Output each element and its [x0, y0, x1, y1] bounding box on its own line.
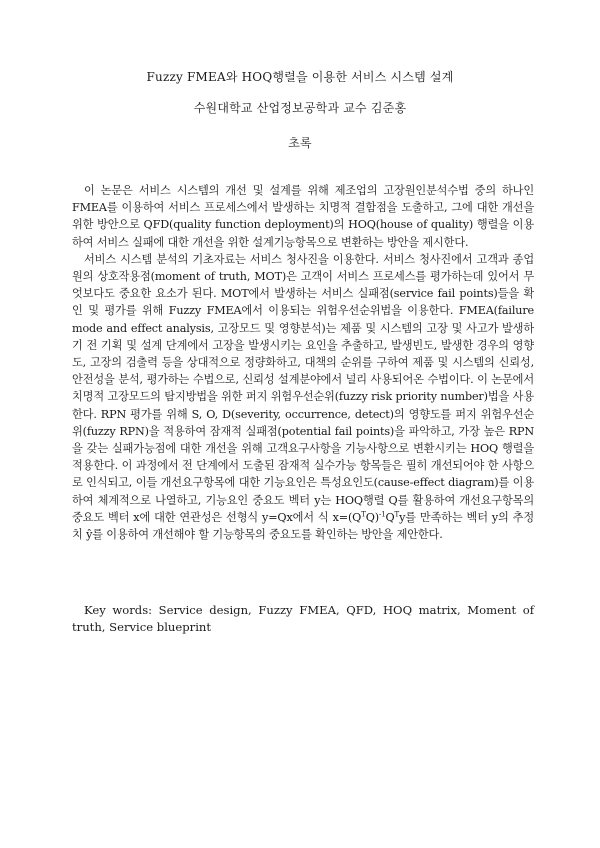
abstract-paragraph-1: 이 논문은 서비스 시스템의 개선 및 설계를 위해 제조업의 고장원인분석수법 중의 하나인 FMEA를 이용하여 서비스 프로세스에서 발생하는 치명적 결함점을 도출하고, 그에 대한 개선을 위한 방안으로 QFD(quality function deployment)의 HOQ(house of quality) 행렬을 이용하여 서비스 실패에 대한 개선을 위한 설계기능항목으로 변환하는 방안을 제시한다.: [72, 184, 534, 249]
transpose-superscript: T: [394, 510, 400, 519]
keywords: Key words: Service design, Fuzzy FMEA, QFD, HOQ matrix, Moment of truth, Service blueprint: [72, 603, 534, 634]
formula-text: Q: [385, 510, 395, 524]
abstract-paragraph-2-ending: y를 만족하는 벡터 y의 추정치 ŷ를 이용하여 개선해야 할 기능항목의 중요도를 확인하는 방안을 제안한다.: [72, 510, 534, 542]
transpose-superscript: T: [361, 510, 366, 519]
abstract-paragraph-2: [72, 251, 534, 543]
paper-title: Fuzzy FMEA와 HOQ행렬을 이용한 서비스 시스템 설계: [146, 70, 454, 84]
author-affiliation: 수원대학교 산업정보공학과 교수 김준홍: [193, 101, 407, 115]
formula-text: Q): [365, 510, 379, 524]
abstract-heading: 초록: [288, 136, 312, 150]
abstract-paragraph-2-text: 서비스 시스템 분석의 기초자료는 서비스 청사진을 이용한다. 서비스 청사진에서 고객과 종업원의 상호작용점(moment of truth, MOT)은 고객이 서비스 프로세스를 평가하는데 있어서 무엇보다도 중요한 요소가 된다. MOT에서 발생하는 서비스 실패점(service fail points)들을 확인 및 평가를 위해 Fuzzy FMEA에서 이용되는 위험우선순위법을 이용한다. FMEA(failure mode and effect analysis, 고장모드 및 영향분석)는 제품 및 시스템의 고장 및 사고가 발생하기 전 기획 및 설계 단계에서 고장을 발생시키는 요인을 추출하고, 발생빈도, 발생한 경우의 영향도, 고장의 검출력 등을 상대적으로 정량화하고, 대책의 순위를 구하여 제품 및 시스템의 신뢰성, 안전성을 분석, 평가하는 수법으로, 신뢰성 설계분야에서 널리 사용되어온 수법이다. 이 논문에서 치명적 고장모드의 탐지방법을 위한 퍼지 위험우선순위(fuzzy risk priority number)법을 사용한다. RPN 평가를 위해 S, O, D(severity, occurrence, detect)의 영향도를 퍼지 위험우선순위(fuzzy RPN)을 적용하여 잠재적 실패점(potential fail points)을 파악하고, 가장 높은 RPN을 갖는 실패가능점에 대한 개선을 위해 고객요구사항을 기능사항으로 변환시키는 HOQ 행렬을 적용한다. 이 과정에서 전 단계에서 도출된 잠재적 실수가능 항목들은 필히 개선되어야 한 사항으로 인식되고, 이들 개선요구항목에 대한 기능요인은 특성요인도(cause-effect diagram)를 이용하여 체계적으로 나열하고, 기능요인 중요도 벡터 y는 HOQ행렬 Q를 활용하여 개선요구항목의 중요도 벡터 x에 대한 연관성은 선형식 y=Qx에서 식 x=(Q: [72, 252, 534, 524]
abstract-body: [72, 182, 534, 543]
inverse-superscript: -1: [378, 510, 386, 519]
